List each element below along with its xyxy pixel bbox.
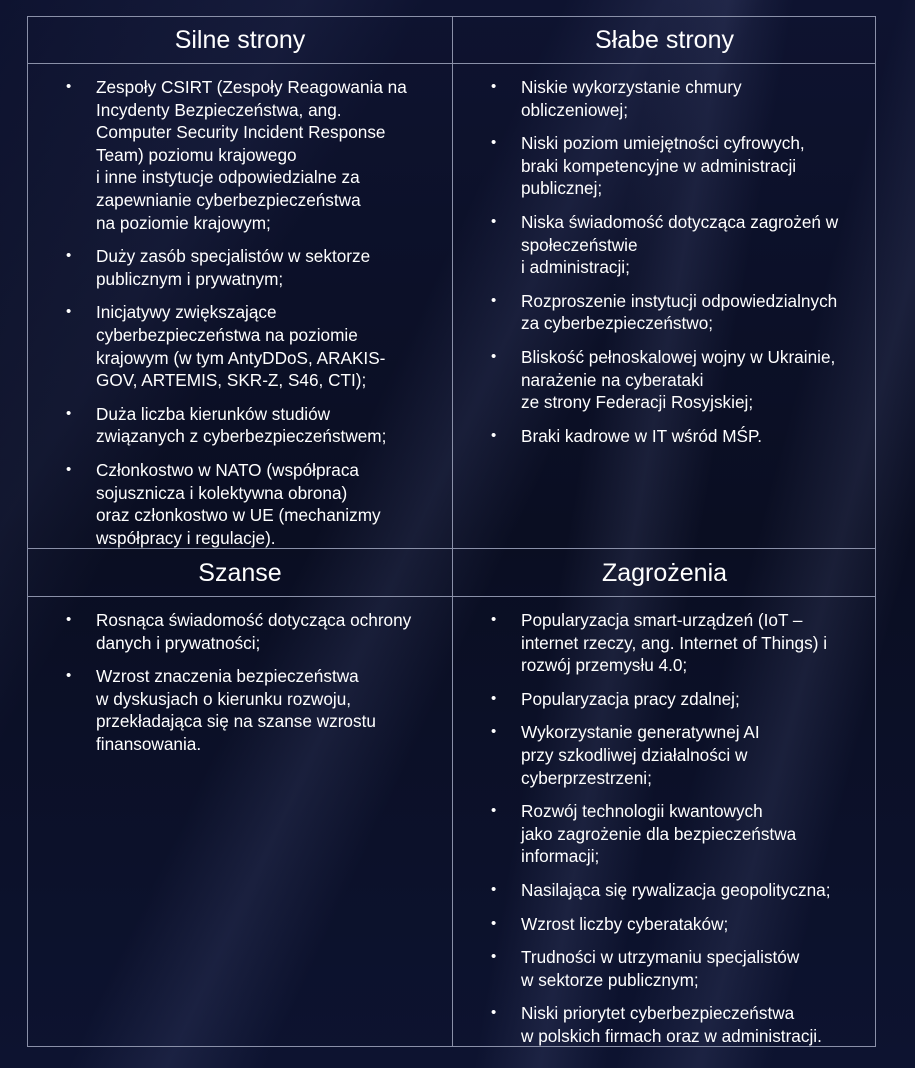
list-item <box>453 688 876 711</box>
list-item-text: Niska świadomość dotycząca zagrożeń w społeczeństwie i administracji; <box>521 211 839 278</box>
weaknesses-title: Słabe strony <box>453 17 876 64</box>
list-item-text: Niski poziom umiejętności cyfrowych, braki kompetencyjne w administracji publicznej; <box>521 133 805 199</box>
list-item <box>28 76 452 234</box>
bullet-icon: • <box>491 948 497 966</box>
bullet-icon: • <box>491 212 497 230</box>
list-item <box>28 301 452 391</box>
bullet-icon: • <box>491 880 497 898</box>
list-item <box>453 76 876 121</box>
list-item-text: Braki kadrowe w IT wśród MŚP. <box>521 425 763 446</box>
list-item-text: Wzrost znaczenia bezpieczeństwa w dyskusjach o kierunku rozwoju, przekładająca się na szanse wzrostu finansowania. <box>96 666 376 754</box>
opportunities-title: Szanse <box>28 550 452 597</box>
list-item <box>28 609 452 654</box>
bullet-icon: • <box>491 426 497 444</box>
threats-list <box>453 597 876 1048</box>
list-item <box>453 425 876 448</box>
opportunities-quadrant <box>28 550 452 1046</box>
list-item-text: Bliskość pełnoskalowej wojny w Ukrainie, narażenie na cyberataki ze strony Federacji Rosyjskiej; <box>521 346 836 413</box>
strengths-title: Silne strony <box>28 17 452 64</box>
bullet-icon: • <box>491 134 497 152</box>
bullet-icon: • <box>491 802 497 820</box>
list-item-text: Popularyzacja smart-urządzeń (IoT – internet rzeczy, ang. Internet of Things) i rozwój przemysłu 4.0; <box>521 610 828 676</box>
list-item <box>453 211 876 279</box>
list-item-text: Nasilająca się rywalizacja geopolityczna; <box>521 879 831 900</box>
list-item-text: Niski priorytet cyberbezpieczeństwa w polskich firmach oraz w administracji. <box>521 1003 822 1046</box>
strengths-quadrant <box>28 17 452 549</box>
list-item <box>453 721 876 789</box>
bullet-icon: • <box>66 611 72 628</box>
bullet-icon: • <box>491 291 497 309</box>
bullet-icon: • <box>491 347 497 365</box>
list-item <box>453 946 876 991</box>
opportunities-list <box>28 597 452 756</box>
list-item <box>453 290 876 335</box>
list-item <box>453 346 876 414</box>
list-item-text: Popularyzacja pracy zdalnej; <box>521 688 740 709</box>
list-item <box>28 665 452 755</box>
list-item-text: Duży zasób specjalistów w sektorze publicznym i prywatnym; <box>96 246 371 289</box>
weaknesses-list <box>453 64 876 447</box>
list-item-text: Członkostwo w NATO (współpraca sojusznicza i kolektywna obrona) oraz członkostwo w UE (mechanizmy współpracy i regulacje). <box>96 459 381 548</box>
list-item <box>28 245 452 290</box>
list-item-text: Rosnąca świadomość dotycząca ochrony danych i prywatności; <box>96 610 412 653</box>
list-item <box>28 403 452 448</box>
bullet-icon: • <box>66 404 72 422</box>
bullet-icon: • <box>66 247 72 265</box>
threats-quadrant <box>453 550 876 1046</box>
bullet-icon: • <box>66 667 72 685</box>
list-item-text: Trudności w utrzymaniu specjalistów w sektorze publicznym; <box>521 947 800 990</box>
swot-table <box>27 16 876 1047</box>
weaknesses-quadrant <box>453 17 876 549</box>
strengths-list <box>28 64 452 549</box>
list-item-text: Duża liczba kierunków studiów związanych z cyberbezpieczeństwem; <box>96 403 387 447</box>
list-item-text: Niskie wykorzystanie chmury obliczeniowej; <box>521 77 742 120</box>
list-item <box>28 459 452 549</box>
list-item <box>453 879 876 902</box>
bullet-icon: • <box>66 460 72 478</box>
list-item-text: Wzrost liczby cyberataków; <box>521 913 729 934</box>
list-item-text: Rozwój technologii kwantowych jako zagrożenie dla bezpieczeństwa informacji; <box>521 801 797 867</box>
list-item <box>453 609 876 677</box>
list-item-text: Rozproszenie instytucji odpowiedzialnych za cyberbezpieczeństwo; <box>521 290 838 334</box>
list-item <box>453 800 876 868</box>
bullet-icon: • <box>491 689 497 707</box>
threats-title: Zagrożenia <box>453 550 876 597</box>
bullet-icon: • <box>491 914 497 932</box>
list-item <box>453 913 876 936</box>
list-item <box>453 1002 876 1047</box>
list-item-text: Wykorzystanie generatywnej AI przy szkodliwej działalności w cyberprzestrzeni; <box>521 722 760 788</box>
bullet-icon: • <box>491 611 497 628</box>
bullet-icon: • <box>491 78 497 95</box>
bullet-icon: • <box>66 78 72 95</box>
bullet-icon: • <box>66 303 72 321</box>
bullet-icon: • <box>491 1004 497 1022</box>
bullet-icon: • <box>491 723 497 741</box>
list-item-text: Inicjatywy zwiększające cyberbezpieczeństwa na poziomie krajowym (w tym AntyDDoS, ARAKIS- GOV, ARTEMIS, SKR-Z, S46, CTI); <box>96 302 386 391</box>
list-item-text: Zespoły CSIRT (Zespoły Reagowania na Incydenty Bezpieczeństwa, ang. Computer Security Incident Response Team) poziomu krajowego i inne instytucje odpowiedzialne za zapewnianie cyberbezpieczeństwa na poziomie krajowym; <box>96 77 407 233</box>
list-item <box>453 132 876 200</box>
